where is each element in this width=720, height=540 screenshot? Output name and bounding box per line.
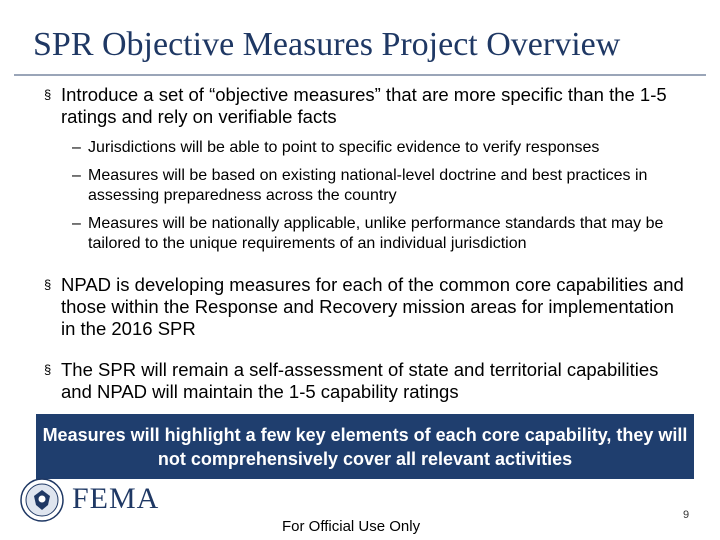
fema-logo — [20, 478, 160, 524]
sub-bullet-marker: – — [72, 215, 81, 232]
bullet-marker: § — [44, 277, 52, 292]
dhs-seal-icon — [20, 478, 64, 522]
sub-bullet-item — [72, 166, 692, 206]
bullet-marker: § — [44, 362, 52, 377]
page-number: 9 — [683, 509, 690, 521]
title-divider — [14, 74, 706, 76]
fema-wordmark: FEMA — [72, 482, 160, 515]
bullet-item — [44, 359, 684, 403]
sub-bullet-item — [72, 214, 692, 254]
sub-bullet-text: Measures will be based on existing national-level doctrine and best practices in assessing preparedness across the country — [88, 167, 648, 204]
slide-title: SPR Objective Measures Project Overview — [33, 26, 621, 63]
sub-bullet-marker: – — [72, 167, 81, 184]
bullet-text: The SPR will remain a self-assessment of state and territorial capabilities and NPAD will maintain the 1-5 capability ratings — [61, 359, 659, 402]
bullet-marker: § — [44, 87, 52, 102]
sub-bullet-text: Jurisdictions will be able to point to specific evidence to verify responses — [88, 139, 600, 156]
bullet-item — [44, 84, 684, 128]
sub-bullet-text: Measures will be nationally applicable, unlike performance standards that may be tailored to the unique requirements of an individual jurisdiction — [88, 215, 664, 252]
callout-text: Measures will highlight a few key elements of each core capability, they will not comprehensively cover all relevant activities — [42, 425, 688, 469]
bullet-item — [44, 274, 684, 340]
bullet-text: Introduce a set of “objective measures” that are more specific than the 1-5 ratings and rely on verifiable facts — [61, 84, 667, 127]
bullet-text: NPAD is developing measures for each of the common core capabilities and those within the Response and Recovery mission areas for implementation in the 2016 SPR — [61, 274, 684, 339]
classification-label: For Official Use Only — [282, 518, 421, 535]
callout-box — [36, 414, 694, 479]
sub-bullet-marker: – — [72, 139, 81, 156]
sub-bullet-item — [72, 138, 692, 158]
